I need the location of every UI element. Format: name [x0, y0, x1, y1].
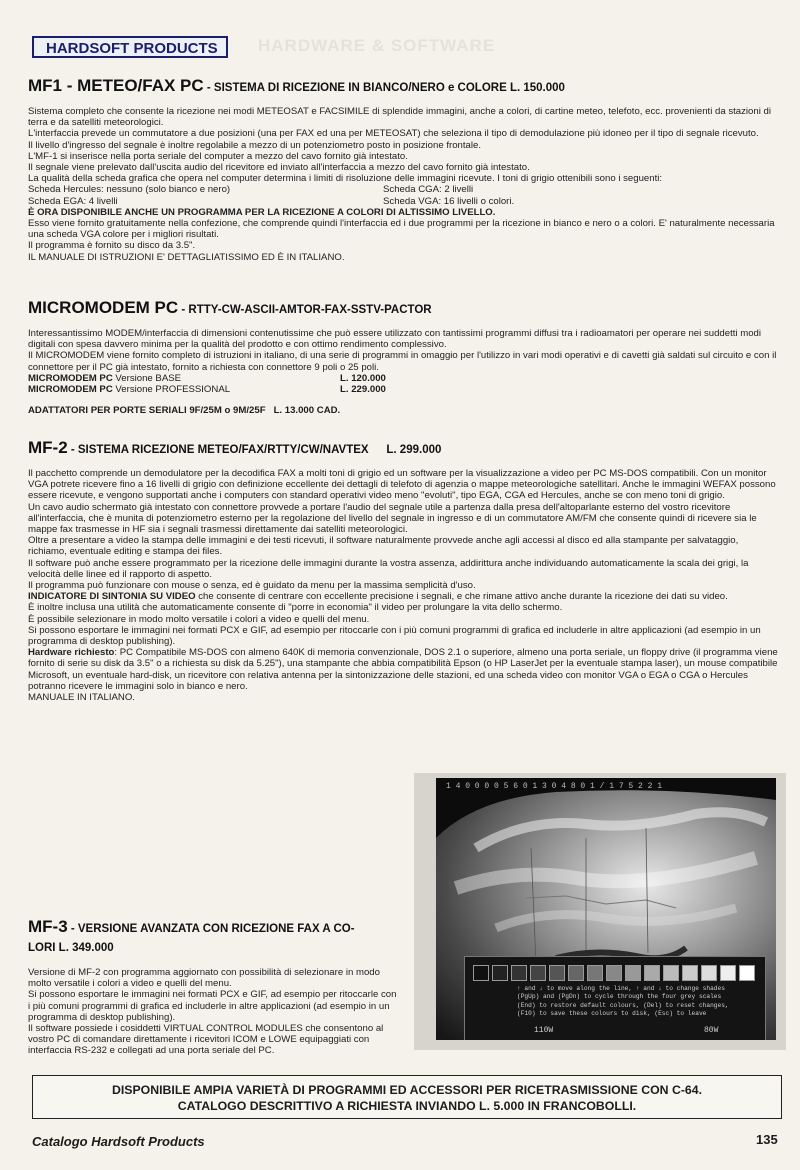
mf2-title — [28, 438, 778, 458]
mf1-p3: Il livello d'ingresso del segnale è inoltre regolabile a mezzo di un potenziometro posto in posizione frontale. — [28, 139, 482, 151]
mf1-p5: Il segnale viene prelevato dall'uscita audio del ricevitore ed inviato all'interfaccia a mezzo del cavo fornito già intestato. — [28, 162, 530, 174]
section-mf3 — [28, 918, 400, 1057]
swatch[interactable] — [644, 965, 660, 981]
mf1-herc: Scheda Hercules: nessuno (solo bianco e nero) — [28, 184, 231, 196]
help-line: ↑ and ↓ to move along the line, ↑ and ↓ to change shades — [517, 985, 725, 992]
mf2-p5: Il programma può funzionare con mouse o senza, ed è guidato da menu per la massima semplicità d'uso. — [28, 580, 476, 592]
footer-line2: CATALOGO DESCRITTIVO A RICHIESTA INVIANDO L. 5.000 IN FRANCOBOLLI. — [177, 1099, 637, 1113]
mf3-title — [28, 918, 400, 957]
mf2-p2: Un cavo audio schermato già intestato con connettore provvede a portare l'audio del segnale utile a partenza dalla presa dell'altoparlante esterno del vostro ricevitore all'interfaccia, che è munita di potenziometro esterno per la regolazione del livello del segnale in ingresso e di un commutatore AM/FM che consente quindi di ricevere sia le mappe fax trasmesse in HF sia i segnali trasmessi direttamente dai satelliti meteorologici. — [28, 501, 757, 536]
mf2-p1: Il pacchetto comprende un demodulatore per la decodifica FAX a molti toni di grigio ed un software per la visualizzazione a video per PC MS-DOS compatibili. Con un monitor VGA potrete ricevere fino a 16 livelli di grigio con definizione eccellente dei dettagli di telefoto di agenzia o mappe meteorologiche satellitari. Anche le immagini WEFAX possono essere ricevute, e vengono supportati anche i computers con standard operativi video meno "evoluti", tipo EGA, CGA ed Hercules, anche se con meno toni di grigio. — [28, 468, 776, 502]
swatch[interactable] — [549, 965, 565, 981]
swatch[interactable] — [568, 965, 584, 981]
micromodem-base-price: L. 120.000 — [340, 372, 386, 384]
page-number: 135 — [756, 1132, 778, 1147]
mf2-p6-rest: che consente di centrare con eccellente precisione i segnali, e che rimane attivo anche durante la ricezione dei dati su video. — [195, 591, 728, 603]
mf2-title-sub: - SISTEMA RICEZIONE METEO/FAX/RTTY/CW/NAVTEX — [67, 444, 369, 456]
micromodem-p1: Interessantissimo MODEM/interfaccia di dimensioni contenutissime che può essere utilizzato con tantissimi programmi diffusi tra i radioamatori per operare nei suddetti modi digitali con spesa davvero minima per la qualità del prodotto e con ottimo rendimento complessivo. — [28, 328, 761, 351]
mf2-p6 — [28, 591, 778, 602]
mf2-body — [28, 468, 778, 703]
mf1-title-sub: - SISTEMA DI RICEZIONE IN BIANCO/NERO e COLORE L. 150.000 — [203, 82, 565, 94]
mf1-body — [28, 106, 778, 263]
swatch[interactable] — [511, 965, 527, 981]
mf2-p4: Il software può anche essere programmato per la ricezione delle immagini durante la vostra assenza, addirittura anche individuando automaticamente la scala dei grigi, la velocità delle linee ed il rapporto di aspetto. — [28, 557, 749, 580]
mf1-p4: L'MF-1 si inserisce nella porta seriale del computer a mezzo del cavo fornito già intestato. — [28, 150, 408, 162]
mf3-p2: Si possono esportare le immagini nei formati PCX e GIF, ad esempio per ritoccarle con i più comuni programmi di grafica ed includerle in altre applicazioni (ad esempio in un programma di desktop publishing). — [28, 989, 397, 1023]
micromodem-p2: Il MICROMODEM viene fornito completo di istruzioni in italiano, di una serie di programmi in omaggio per l'utilizzo in vari modi operativi e di cavetti già saldati sul circuito e con il connettore per il PC già intestato, fornito a richiesta con connettore 9 poli o 25 poli. — [28, 350, 777, 373]
mf2-title-main: MF-2 — [28, 438, 68, 457]
palette-swatches — [473, 965, 758, 981]
mf1-cga: Scheda CGA: 2 livelli — [383, 184, 474, 196]
swatch[interactable] — [473, 965, 489, 981]
mf1-title — [28, 76, 778, 96]
help-line: (End) to restore default colours, (Del) to reset changes, — [517, 1001, 729, 1009]
section-mf1 — [28, 76, 778, 263]
swatch[interactable] — [682, 965, 698, 981]
palette-help — [517, 985, 729, 1019]
mf2-p9: Si possono esportare le immagini nei formati PCX e GIF, ad esempio per ritoccarle con i più comuni programmi di grafica ed includerle in altre applicazioni (ad esempio in un programma di desktop publishing). — [28, 624, 761, 648]
micromodem-adapters-price: L. 13.000 CAD. — [273, 405, 341, 417]
micromodem-pro-row — [28, 384, 778, 395]
micromodem-base-row — [28, 373, 778, 384]
swatch[interactable] — [625, 965, 641, 981]
micromodem-title-sub: - RTTY-CW-ASCII-AMTOR-FAX-SSTV-PACTOR — [178, 304, 432, 316]
swatch[interactable] — [663, 965, 679, 981]
micromodem-title — [28, 298, 778, 318]
mf1-p2: L'interfaccia prevede un commutatore a due posizioni (una per FAX ed una per METEOSAT) che seleziona il tipo di demodulazione più idoneo per il tipo di segnale ricevuto. — [28, 128, 759, 140]
footer-line1: DISPONIBILE AMPIA VARIETÀ DI PROGRAMMI ED ACCESSORI PER RICETRASMISSIONE CON C-64. — [111, 1083, 703, 1097]
mf1-cards-row1 — [28, 184, 778, 195]
mf3-title-main: MF-3 — [28, 917, 68, 936]
mf3-p3: Il software possiede i cosiddetti VIRTUAL CONTROL MODULES che consentono al vostro PC di comandare direttamente i ricevitori ICOM e LOWE equipaggiati con interfaccia RS-232 e collegati ad una porta seriale del PC. — [28, 1023, 384, 1057]
mf1-cards-row2 — [28, 196, 778, 207]
swatch[interactable] — [530, 965, 546, 981]
mf1-vga: Scheda VGA: 16 livelli o colori. — [383, 195, 515, 207]
mf2-title-price: L. 299.000 — [386, 444, 442, 456]
mf2-p3: Oltre a presentare a video la stampa delle immagini e dei testi ricevuti, il software naturalmente provvede anche agli accessi al disco ed alla stampante per salvataggio, richiamo, eventuale editing e stampa dei files. — [28, 535, 739, 558]
micromodem-base-version: Versione BASE — [112, 372, 182, 384]
header-ghost-text: HARDWARE & SOFTWARE — [258, 36, 496, 55]
mf3-p1: Versione di MF-2 con programma aggiornato con possibilità di selezionare in modo molto versatile i colori a video e quelli del menu. — [28, 967, 380, 990]
swatch[interactable] — [606, 965, 622, 981]
mf1-title-main: MF1 - METEO/FAX PC — [28, 76, 204, 95]
mf1-p9: Il programma è fornito su disco da 3.5". — [28, 240, 196, 252]
mf1-p10: IL MANUALE DI ISTRUZIONI E' DETTAGLIATISSIMO ED È IN ITALIANO. — [28, 251, 345, 263]
swatch[interactable] — [739, 965, 755, 981]
micromodem-pro-name: MICROMODEM PC — [28, 384, 113, 396]
screen-topbar: 1 4 0 0 0 0 5 6 0 1 3 0 4 8 0 1 / 1 7 5 2 2 1 — [446, 782, 663, 791]
mf2-p10 — [28, 647, 778, 692]
mf2-p11: MANUALE IN ITALIANO. — [28, 692, 135, 704]
help-line: (F10) to save these colours to disk, (Esc) to leave — [517, 1010, 707, 1018]
micromodem-adapters — [28, 405, 778, 416]
mf3-title-line2: LORI L. 349.000 — [28, 942, 114, 954]
swatch[interactable] — [701, 965, 717, 981]
mf2-p10-rest: : PC Compatibile MS-DOS con almeno 640K di memoria convenzionale, DOS 2.1 o superiore, almeno una porta seriale, un floppy drive (il programma viene fornito di serie su disk da 3.5" o a richiesta su disk da 5.25"), una stampante che abbia compatibilità Epson (o HP LaserJet per la eventuale stampa laser), un mouse compatibile Microsoft, un eventuale hard-disk, un ricevitore con relativa antenna per la sintonizzazione delle stazioni, ed una scheda video con monitor VGA o EGA o CGA o Hercules potranno ricevere le immagini solo in bianco e nero. — [28, 647, 778, 692]
mf1-ega: Scheda EGA: 4 livelli — [28, 195, 118, 207]
footer-notice — [32, 1075, 782, 1119]
section-mf2 — [28, 438, 778, 703]
mf1-p8: Esso viene fornito gratuitamente nella confezione, che comprende quindi l'interfaccia ed i due programmi per la ricezione in bianco e nero o a colori. E' naturalmente necessaria una scheda VGA colore per i migliori risultati. — [28, 218, 775, 241]
longitude-label: 80W — [704, 1026, 719, 1035]
micromodem-base-name: MICROMODEM PC — [28, 372, 113, 384]
weather-fax-screen — [436, 778, 776, 1040]
swatch[interactable] — [587, 965, 603, 981]
catalog-name: Catalogo Hardsoft Products — [32, 1134, 205, 1149]
help-line: (PgUp) and (PgDn) to cycle through the four grey scales — [517, 993, 722, 1001]
mf3-title-sub: - VERSIONE AVANZATA CON RICEZIONE FAX A CO- — [67, 923, 355, 935]
mf1-p7: È ORA DISPONIBILE ANCHE UN PROGRAMMA PER LA RICEZIONE A COLORI DI ALTISSIMO LIVELLO. — [28, 206, 496, 218]
micromodem-title-main: MICROMODEM PC — [28, 298, 179, 317]
mf1-p6: La qualità della scheda grafica che opera nel computer determina i limiti di risoluzione delle immagini ricevute. I toni di grigio ottenibili sono i seguenti: — [28, 173, 663, 185]
mf3-body — [28, 967, 400, 1057]
mf2-p6-bold: INDICATORE DI SINTONIA SU VIDEO — [28, 591, 196, 603]
mf1-p1: Sistema completo che consente la ricezione nei modi METEOSAT e FACSIMILE di splendide immagini, anche a colori, di cartine meteo, telefoto, ecc. provenienti da stazioni di terra e da satelliti meteorologici. — [28, 106, 771, 129]
micromodem-adapters-label: ADATTATORI PER PORTE SERIALI 9F/25M o 9M/25F — [28, 405, 266, 417]
micromodem-pro-price: L. 229.000 — [340, 384, 386, 396]
micromodem-body — [28, 328, 778, 373]
mf2-p8: È possibile selezionare in modo molto versatile i colori a video e quelli del menu. — [28, 613, 370, 625]
swatch[interactable] — [492, 965, 508, 981]
mf2-p7: È inoltre inclusa una utilità che automaticamente consente di "porre in economia" il video per prolungare la vita dello schermo. — [28, 602, 563, 614]
grey-scale-palette — [464, 956, 766, 1040]
longitude-label: 110W — [534, 1026, 554, 1035]
section-micromodem — [28, 298, 778, 416]
header-label: HARDSOFT PRODUCTS — [32, 36, 228, 58]
swatch[interactable] — [720, 965, 736, 981]
micromodem-pro-version: Versione PROFESSIONAL — [112, 384, 231, 396]
mf2-p10-bold: Hardware richiesto — [28, 647, 115, 659]
